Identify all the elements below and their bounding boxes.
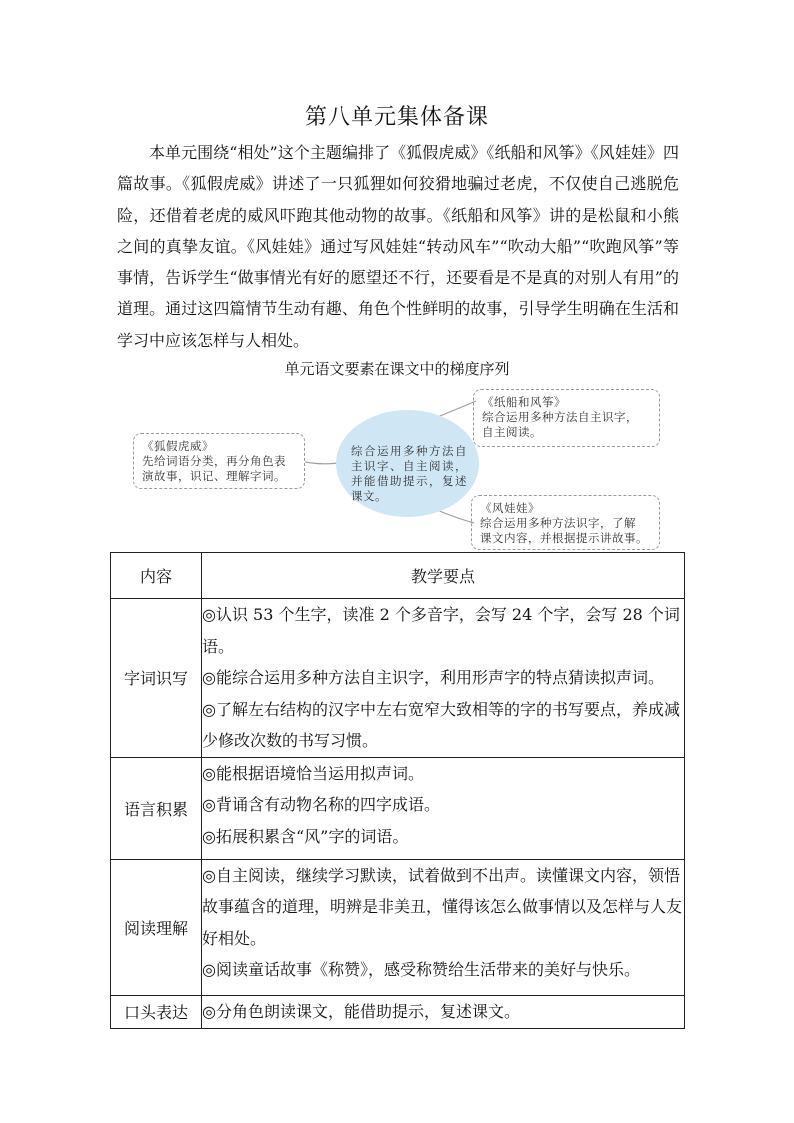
connector-bottom (437, 510, 474, 523)
point: ◎能根据语境恰当运用拟声词。 (202, 763, 424, 783)
point: ◎分角色朗读课文，能借助提示，复述课文。 (202, 1001, 520, 1021)
node-text: 自主阅读。 (482, 425, 542, 439)
header-teaching-points: 教学要点 (202, 553, 685, 599)
node-text: 演故事，识记、理解字词。 (142, 469, 286, 483)
node-text: 先给词语分类，再分角色表 (142, 454, 286, 468)
diagram-caption: 单元语文要素在课文中的梯度序列 (284, 360, 510, 378)
node-title: 《纸船和风筝》 (482, 395, 566, 409)
node-text: 综合运用多种方法自主识字， (482, 410, 638, 424)
page-title: 第八单元集体备课 (304, 105, 489, 130)
center-node-text: 综合运用多种方法自主识字、自主阅读，并能借助提示，复述课文。 (351, 444, 467, 503)
node-title: 《风娃娃》 (480, 501, 540, 515)
point: ◎拓展积累含“风”字的词语。 (202, 826, 409, 846)
point: ◎能综合运用多种方法自主识字，利用形声字的特点猜读拟声词。 (202, 668, 664, 687)
point: ◎自主阅读，继续学习默读，试着做到不出声。读懂课文内容，领悟故事蕴含的道理，明辨是非美丑，懂得该怎么做事情以及怎样与人友好相处。 (202, 865, 683, 948)
row-points (202, 599, 685, 758)
node-text: 综合运用多种方法识字，了解 (480, 516, 636, 530)
mind-node-hujia-huwei (133, 433, 305, 489)
table-row (111, 757, 685, 859)
row-label: 语言积累 (111, 757, 202, 859)
point: ◎了解左右结构的汉字中左右宽窄大致相等的字的书写要点，养成减少修改次数的书写习惯。 (202, 699, 680, 750)
table-row (111, 599, 685, 758)
point: ◎认识 53 个生字，读准 2 个多音字，会写 24 个字，会写 28 个词语。 (202, 605, 680, 656)
point: ◎阅读童话故事《称赞》，感受称赞给生活带来的美好与快乐。 (202, 960, 640, 979)
mind-node-feng-wawa (471, 495, 660, 550)
node-title: 《狐假虎威》 (142, 439, 214, 453)
mind-node-zhichuan-fengzheng (473, 389, 660, 447)
table-row (111, 995, 685, 1028)
intro-paragraph: 本单元围绕“相处”这个主题编排了《狐假虎威》《纸船和风筝》《风娃娃》四篇故事。《狐假虎威》讲述了一只狐狸如何狡猾地骗过老虎，不仅使自己逃脱危险，还借着老虎的威风吓跑其他动物的故事。《纸船和风筝》讲的是松鼠和小熊之间的真挚友谊。《风娃娃》通过写风娃娃“转动风车”“吹动大船”“吹跑风筝”等事情，告诉学生“做事情光有好的愿望还不行，还要看是不是真的对别人有用”的道理。通过这四篇情节生动有趣、角色个性鲜明的故事，引导学生明确在生活和学习中应该怎样与人相处。 (117, 143, 679, 350)
row-label: 口头表达 (111, 995, 202, 1028)
table-header-row (111, 553, 685, 599)
node-text: 课文内容，并根据提示讲故事。 (480, 531, 648, 545)
row-label: 字词识写 (111, 599, 202, 758)
teaching-goals-table (110, 552, 685, 1029)
row-points (202, 859, 685, 995)
row-points (202, 757, 685, 859)
row-points (202, 995, 685, 1028)
row-label: 阅读理解 (111, 859, 202, 995)
header-content: 内容 (111, 553, 202, 599)
table-row (111, 859, 685, 995)
connector-left (305, 462, 338, 464)
point: ◎背诵含有动物名称的四字成语。 (202, 795, 440, 814)
